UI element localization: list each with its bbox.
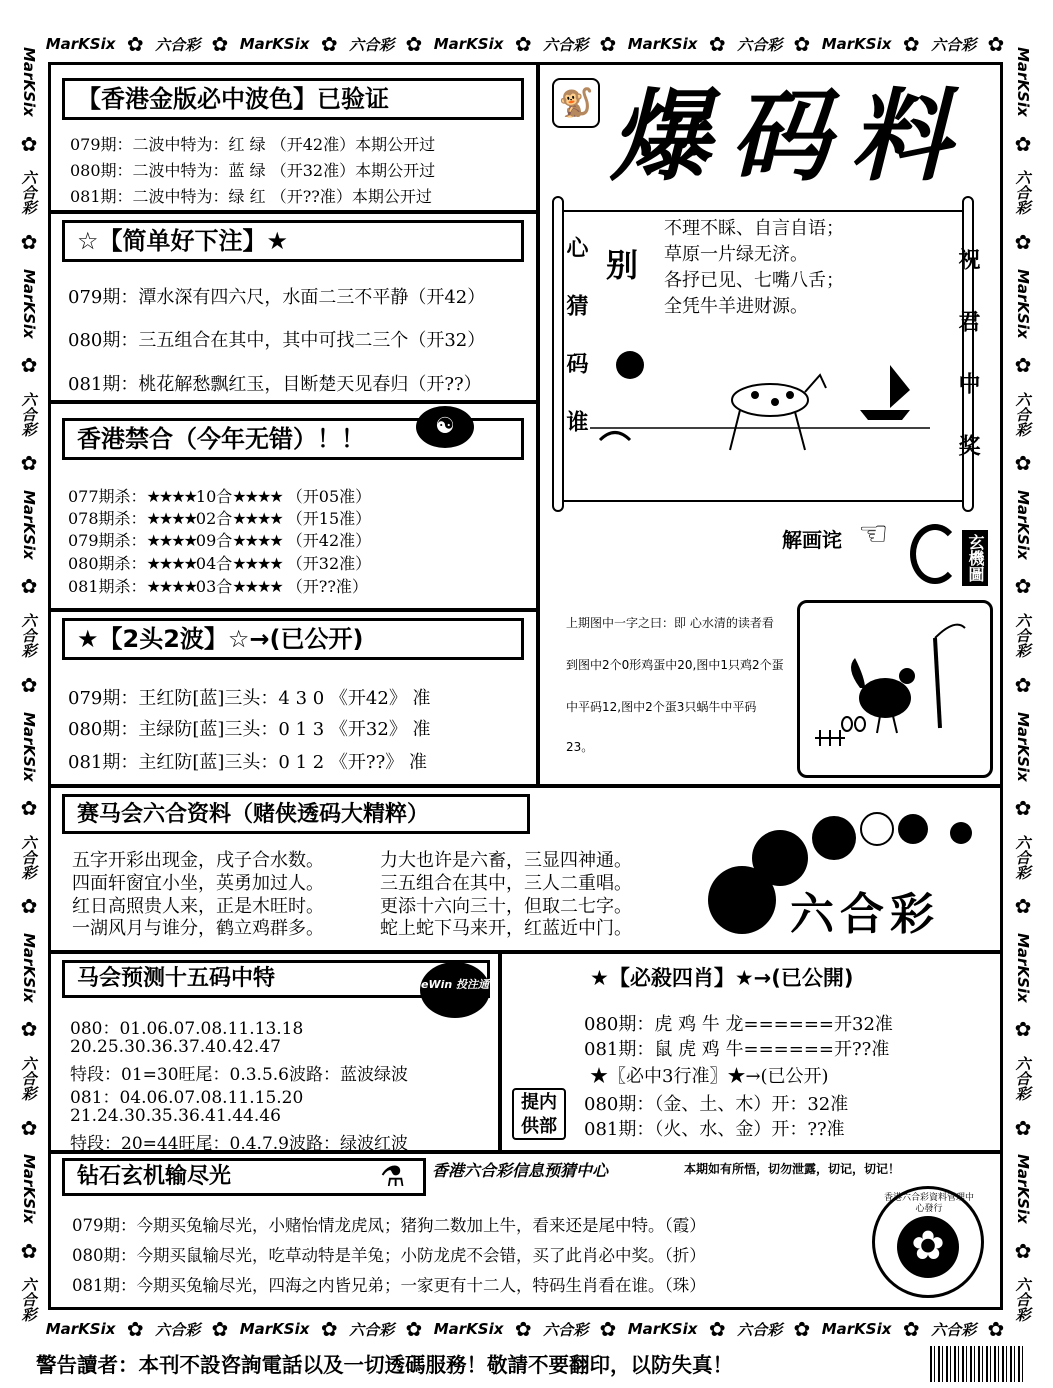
brand-text: MarKSix [20, 932, 38, 1003]
brand-text: MarKSix [433, 35, 504, 53]
verse-line: 蛇上蛇下马来开，红蓝近中门。 [380, 918, 632, 939]
brand-text: 六合彩 [1013, 391, 1032, 437]
brand-text: MarKSix [20, 711, 38, 782]
brand-text: MarKSix [20, 490, 38, 560]
row-result: （开42准） [286, 531, 372, 550]
section-title: 【香港金版必中波色】已验证 [62, 78, 524, 120]
record-line: 079期：二波中特为：红 绿 （开42准）本期公开过 [70, 135, 436, 154]
internal-tag: 提内供部 [512, 1088, 566, 1140]
brand-text: 六合彩 [737, 35, 783, 54]
brand-text: 六合彩 [737, 1320, 783, 1339]
brand-text: MarKSix [1014, 711, 1032, 782]
kill-row [68, 551, 371, 574]
row-number: 04合 [195, 554, 233, 573]
section-title: 马会预测十五码中特 [62, 960, 490, 998]
flower-icon: ✿ [793, 1317, 811, 1341]
record-line: 080期：虎 鸡 牛 龙======开32准 [584, 1014, 893, 1035]
fence-icon [815, 730, 845, 746]
stars: ★★★★ [146, 531, 196, 550]
brand-text: 六合彩 [155, 35, 201, 54]
official-seal [872, 1186, 984, 1298]
flower-icon: ✿ [1011, 1238, 1035, 1263]
record-line: 080期：（金、土、木）开：32准 [584, 1094, 849, 1115]
code-line: 特段：01=30旺尾：0.3.5.6波路：蓝波绿波 [70, 1065, 408, 1085]
code-line: 21.24.30.35.36.41.44.46 [70, 1106, 281, 1126]
decor-circle [898, 814, 928, 844]
row-label: 080期杀： [68, 554, 147, 573]
verse-line: 红日高照贵人来，正是木旺时。 [72, 896, 324, 917]
brand-text: 六合彩 [155, 1320, 201, 1339]
flower-icon: ✿ [320, 1317, 338, 1341]
kill-row [68, 574, 368, 597]
record-line: 081期：二波中特为：绿 红 （开??准）本期公开过 [70, 187, 432, 206]
brand-text: MarKSix [45, 35, 116, 53]
rooster-icon [851, 658, 915, 733]
record-line: 080期：三五组合在其中，其中可找二三个（开32） [68, 330, 486, 351]
verse-line: 四面轩窗宜小坐，英勇加过人。 [72, 873, 324, 894]
verse-line: 079期：今期买兔输尽光，小赌怡情龙虎凤；猪狗二数加上牛，看来还是尾中特。（霞） [72, 1216, 706, 1235]
flower-icon: ✿ [17, 574, 41, 599]
brand-text: MarKSix [627, 1320, 698, 1338]
stars: ★★★★ [146, 554, 196, 573]
scroll-right-text: 祝君中奖 [955, 248, 980, 496]
flower-icon: ✿ [17, 1115, 41, 1140]
flower-icon: ✿ [1011, 574, 1035, 599]
code-line: 081：04.06.07.08.11.15.20 [70, 1088, 304, 1108]
brand-text: 六合彩 [1013, 613, 1032, 659]
stars: ★★★★ [146, 509, 196, 528]
flower-icon: ✿ [17, 1238, 41, 1263]
flower-icon: ✿ [708, 32, 726, 56]
clue-line: 23。 [566, 740, 594, 754]
flower-icon: ✿ [1011, 131, 1035, 156]
brand-text: MarKSix [821, 1320, 892, 1338]
flower-icon: ✿ [17, 131, 41, 156]
brand-text: MarKSix [1014, 268, 1032, 339]
poem-line: 不理不睬、自言自语； [664, 218, 844, 239]
flower-icon: ✿ [1011, 1115, 1035, 1140]
row-number: 02合 [195, 509, 233, 528]
stars: ★★★★ [232, 531, 282, 550]
brand-text: MarKSix [20, 47, 38, 118]
stars: ★★★★ [146, 487, 196, 506]
flower-icon: ✿ [17, 672, 41, 697]
brand-text: MarKSix [1014, 932, 1032, 1003]
section-title: 赛马会六合资料（赌侠透码大精粹） [62, 794, 530, 834]
row-label: 077期杀： [68, 487, 147, 506]
pointing-hand-icon: ☜ [858, 514, 889, 554]
scroll-illustration [590, 340, 930, 470]
flower-icon: ✿ [987, 1317, 1005, 1341]
flower-icon: ✿ [17, 451, 41, 476]
brand-text: MarKSix [433, 1320, 504, 1338]
row-number: 10合 [195, 487, 233, 506]
emblem-icon: ☯ [416, 406, 474, 448]
left-border-strip [14, 40, 44, 1330]
stars: ★★★★ [232, 577, 282, 596]
egg-icon [855, 717, 865, 731]
stars: ★★★★ [232, 487, 282, 506]
record-line: 081期：桃花解愁飘红玉，目断楚天见春归（开??） [68, 374, 482, 395]
flower-icon: ✿ [599, 1317, 617, 1341]
brand-text: 六合彩 [543, 35, 589, 54]
brand-text: 六合彩 [19, 613, 38, 659]
brand-text: 六合彩 [19, 391, 38, 437]
record-line: 080期：二波中特为：蓝 绿 （开32准）本期公开过 [70, 161, 436, 180]
flower-icon: ✿ [126, 1317, 144, 1341]
egg-icon [842, 717, 852, 731]
record-line: 081期：主红防[蓝]三头：0 1 2 《开??》 准 [68, 752, 427, 773]
flower-icon: ✿ [211, 1317, 229, 1341]
section-title: ★【2头2波】☆→(已公开) [62, 618, 524, 660]
code-line: 特段：20=44旺尾：0.4.7.9波路：绿波红波 [70, 1134, 408, 1154]
verse-line: 080期：今期买鼠输尽光，吃草动特是羊兔；小防龙虎不会错，买了此肖必中奖。（折） [72, 1246, 706, 1265]
row-number: 09合 [195, 531, 233, 550]
poem-line: 草原一片绿无济。 [664, 244, 808, 265]
brand-text: MarKSix [1014, 1154, 1032, 1224]
code-line: 20.25.30.36.37.40.42.47 [70, 1037, 281, 1057]
rooster-illustration [805, 608, 985, 768]
brand-text: MarKSix [1014, 490, 1032, 560]
seal-badge: 玄機圖 [962, 530, 988, 586]
flower-icon: ✿ [1011, 451, 1035, 476]
poem-label: 别 [606, 246, 639, 284]
flower-icon: ✿ [1011, 894, 1035, 919]
flower-icon: ✿ [17, 1017, 41, 1042]
seal-text: 香港六合彩資料管理中心發行 [883, 1193, 974, 1214]
flower-icon: ✿ [17, 353, 41, 378]
brand-text: 六合彩 [931, 35, 977, 54]
record-line: 081期：鼠 虎 鸡 牛======开??准 [584, 1039, 890, 1060]
clue-line: 到图中2个0形鸡蛋中20,图中1只鸡2个蛋 [566, 658, 784, 672]
bauhinia-icon: ✿ [897, 1216, 959, 1278]
clue-line: 中平码12,图中2个蛋3只蜗牛中平码 [566, 700, 757, 714]
poem-line: 全凭牛羊进财源。 [664, 296, 808, 317]
brand-text: 六合彩 [19, 170, 38, 216]
bottom-border-strip [40, 1315, 1010, 1343]
verse-line: 三五组合在其中，三人二重唱。 [380, 873, 632, 894]
brand-text: MarKSix [239, 1320, 310, 1338]
brand-text: MarKSix [627, 35, 698, 53]
clue-line: 上期图中一字之曰：即 心水清的读者看 [566, 616, 774, 630]
row-result: （开32准） [286, 554, 372, 573]
stars: ★★★★ [146, 577, 196, 596]
flower-icon: ✿ [987, 32, 1005, 56]
flower-icon: ✿ [405, 1317, 423, 1341]
kill-row [68, 506, 371, 529]
flower-icon: ✿ [211, 32, 229, 56]
kill-row [68, 484, 371, 507]
section-title: 香港禁合（今年无错）！！ [62, 418, 524, 460]
branch-icon [935, 625, 965, 638]
flower-icon: ✿ [17, 795, 41, 820]
code-line: 080：01.06.07.08.11.13.18 [70, 1019, 304, 1039]
decor-circle [812, 816, 856, 860]
brand-text: 六合彩 [1013, 1055, 1032, 1101]
flower-icon: ✿ [902, 32, 920, 56]
brand-text: MarKSix [239, 35, 310, 53]
flower-icon: ✿ [708, 1317, 726, 1341]
hero-title: 爆码料 [610, 78, 970, 195]
emblem-icon: 🐒 [552, 78, 600, 128]
hint-label: 解画诧 [782, 528, 842, 552]
sailboat-icon [860, 365, 910, 420]
flower-icon: ✿ [126, 32, 144, 56]
flower-icon: ✿ [902, 1317, 920, 1341]
flower-icon: ✿ [599, 32, 617, 56]
flower-icon: ✿ [514, 1317, 532, 1341]
scroll-left-text: 心猜码谁 [563, 236, 588, 468]
brand-text: 六合彩 [1013, 1277, 1032, 1323]
brand-text: 六合彩 [931, 1320, 977, 1339]
ewin-badge: eWin 投注通 [420, 962, 490, 1018]
verse-line: 力大也许是六畜，三显四神通。 [380, 850, 632, 871]
sun-icon [616, 351, 644, 379]
row-result: （开05准） [286, 487, 372, 506]
flower-icon: ✿ [1011, 795, 1035, 820]
brand-text: 六合彩 [543, 1320, 589, 1339]
brand-text: 六合彩 [349, 1320, 395, 1339]
row-label: 078期杀： [68, 509, 147, 528]
section-title: ★【必殺四肖】★→(已公開) [590, 966, 854, 990]
verse-line: 一湖风月与谁分，鹤立鸡群多。 [72, 918, 324, 939]
brand-text: 六合彩 [1013, 834, 1032, 880]
flower-icon: ✿ [17, 230, 41, 255]
flower-icon: ✿ [405, 32, 423, 56]
flower-icon: ✿ [514, 32, 532, 56]
verse-line: 更添十六向三十，但取二七字。 [380, 896, 632, 917]
record-line: 081期：（火、水、金）开：??准 [584, 1119, 845, 1140]
flower-icon: ✿ [1011, 1017, 1035, 1042]
decor-circle [950, 822, 972, 844]
flower-icon: ✿ [1011, 353, 1035, 378]
section-title: ☆【简单好下注】★ [62, 220, 524, 262]
verse-line: 081期：今期买兔输尽光，四海之内皆兄弟；一家更有十二人，特码生肖看在谁。（珠） [72, 1276, 706, 1295]
kill-row [68, 528, 371, 551]
brand-text: MarKSix [1014, 47, 1032, 118]
flower-icon: ✿ [17, 894, 41, 919]
stars: ★★★★ [232, 509, 282, 528]
record-line: 079期：潭水深有四六尺，水面二三不平静（开42） [68, 287, 486, 308]
row-label: 081期杀： [68, 577, 147, 596]
poem-line: 各抒已见、七嘴八舌； [664, 270, 844, 291]
row-number: 03合 [195, 577, 233, 596]
stars: ★★★★ [232, 554, 282, 573]
brand-text: 六合彩 [1013, 170, 1032, 216]
verse-line: 五字开彩出现金，戌子合水数。 [72, 850, 324, 871]
flower-icon: ✿ [793, 32, 811, 56]
brand-text: 六合彩 [349, 35, 395, 54]
decor-circle [860, 812, 894, 846]
tree-icon [935, 638, 940, 728]
flower-icon: ✿ [1011, 230, 1035, 255]
subsection-title: ★〖必中3行准〗★→(已公开) [590, 1066, 829, 1087]
center-name: 香港六合彩信息预猜中心 [432, 1161, 609, 1180]
section-title: 钻石玄机输尽光 [62, 1158, 426, 1196]
swirl-icon [910, 524, 960, 584]
barcode-icon [930, 1346, 1024, 1382]
deer-icon [730, 375, 826, 450]
mark-six-logo: 六合彩 [790, 889, 940, 940]
notice-text: 本期如有所悟，切勿泄露，切记，切记！ [684, 1162, 901, 1176]
brand-text: MarKSix [20, 1154, 38, 1224]
brand-text: MarKSix [821, 35, 892, 53]
brand-text: 六合彩 [19, 1055, 38, 1101]
flower-icon: ✿ [320, 32, 338, 56]
grass-icon [600, 433, 630, 441]
brand-text: 六合彩 [19, 834, 38, 880]
record-line: 079期：王红防[蓝]三头：4 3 0 《开42》 准 [68, 688, 431, 709]
right-border-strip [1008, 40, 1038, 1330]
row-label: 079期杀： [68, 531, 147, 550]
footer-warning: 警告讀者：本刊不設咨詢電話以及一切透碼服務！敬請不要翻印，以防失真！ [36, 1353, 733, 1377]
record-line: 080期：主绿防[蓝]三头：0 1 3 《开32》 准 [68, 719, 431, 740]
brand-text: MarKSix [45, 1320, 116, 1338]
row-result: （开15准） [286, 509, 372, 528]
top-border-strip [40, 30, 1010, 58]
flower-icon: ✿ [1011, 672, 1035, 697]
brand-text: 六合彩 [19, 1277, 38, 1323]
lamp-icon: ⚗ [380, 1160, 406, 1193]
brand-text: MarKSix [20, 268, 38, 339]
row-result: （开??准） [286, 577, 368, 596]
